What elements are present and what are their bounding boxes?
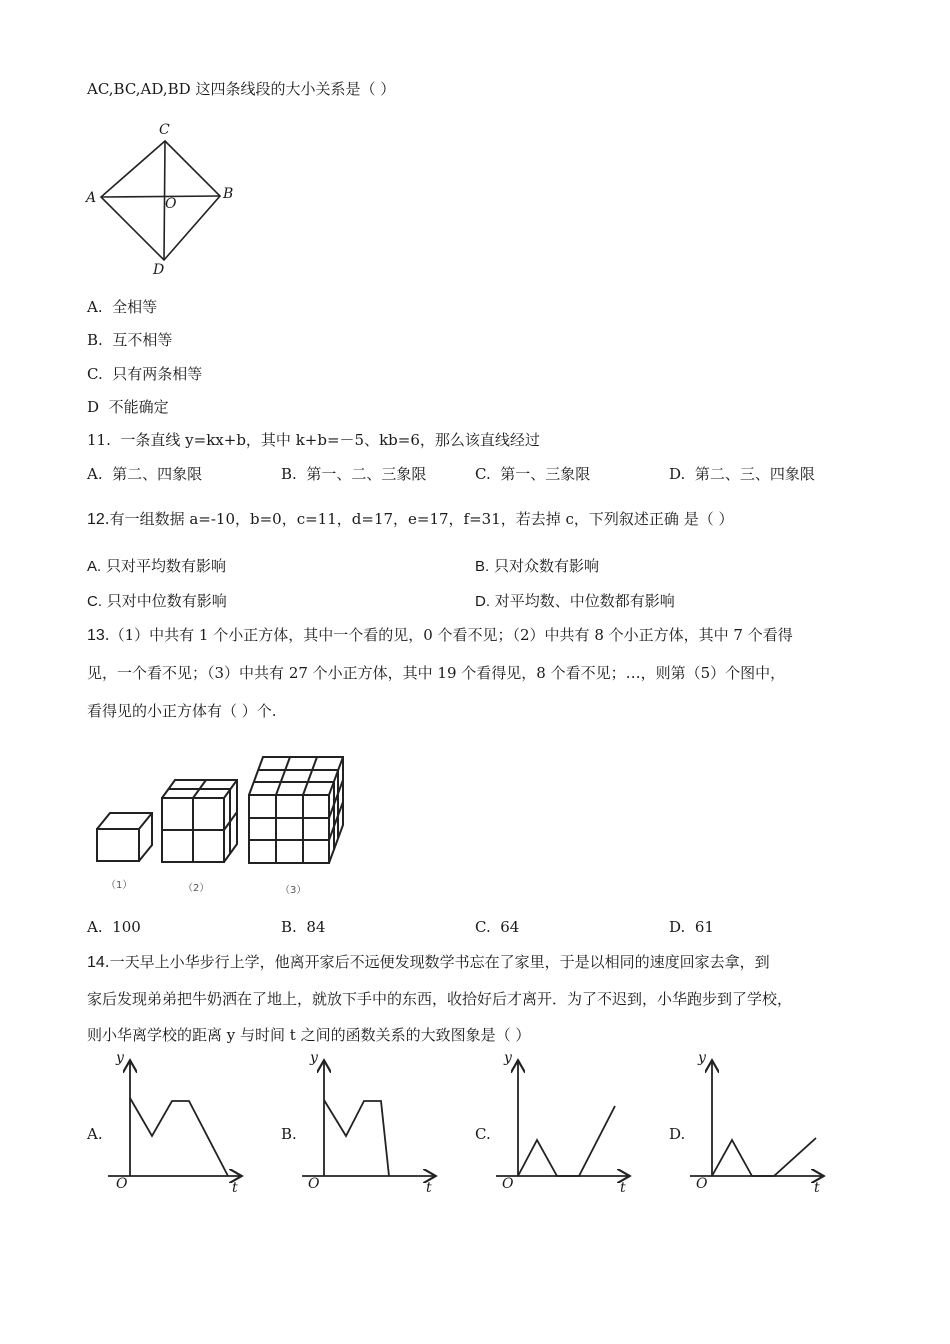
q13-line1: 13.（1）中共有 1 个小正方体，其中一个看的见，0 个看不见；（2）中共有 8 个小正方体，其中 7 个看得	[87, 626, 793, 644]
graph-a-t-label: t	[232, 1180, 238, 1196]
q14-line1: 14.一天早上小华步行上学，他离开家后不远便发现数学书忘在了家里，于是以相同的速度回家去拿，到	[87, 953, 770, 971]
graph-b-letter: B.	[281, 1125, 297, 1143]
q14-line3: 则小华离学校的距离 y 与时间 t 之间的函数关系的大致图象是（ ）	[87, 1026, 531, 1044]
graph-d-t-label: t	[814, 1180, 820, 1196]
q13-option-c: C. 64	[475, 918, 520, 936]
q11-option-c: C. 第一、三象限	[475, 465, 591, 483]
graph-a	[108, 1062, 240, 1176]
label-c: C	[159, 122, 170, 138]
q14-line2: 家后发现弟弟把牛奶洒在了地上，就放下手中的东西，收拾好后才离开．为了不迟到，小华跑步到了学校，	[87, 990, 793, 1008]
graph-b-y-label: y	[310, 1050, 318, 1066]
q10-option-b: B. 互不相等	[87, 331, 173, 349]
q11-option-b: B. 第一、二、三象限	[281, 465, 427, 483]
q11-stem: 11. 一条直线 y=kx+b，其中 k+b=－5、kb=6，那么该直线经过	[87, 431, 540, 449]
graph-b-line	[324, 1100, 389, 1176]
q13-option-b: B. 84	[281, 918, 326, 936]
q11-option-d: D. 第二、三、四象限	[669, 465, 815, 483]
graph-b-t-label: t	[426, 1180, 432, 1196]
q13-option-d: D. 61	[669, 918, 714, 936]
label-o: O	[165, 196, 177, 212]
graph-a-letter: A.	[87, 1125, 103, 1143]
graph-d	[690, 1062, 822, 1176]
q13-option-a: A. 100	[87, 918, 141, 936]
label-a: A	[86, 190, 97, 206]
graph-c	[496, 1062, 628, 1176]
cube-caption-3: （3）	[280, 885, 307, 896]
graph-d-line	[712, 1138, 816, 1176]
graph-c-y-label: y	[504, 1050, 512, 1066]
graph-c-line	[518, 1106, 615, 1176]
graph-c-letter: C.	[475, 1125, 491, 1143]
cube-caption-1: （1）	[106, 880, 133, 891]
q10-option-a: A. 全相等	[87, 298, 158, 316]
graph-b-origin: O	[308, 1176, 320, 1192]
label-d: D	[153, 262, 165, 278]
label-b: B	[223, 186, 234, 202]
q12-option-a: A. 只对平均数有影响	[87, 557, 226, 575]
graph-d-origin: O	[696, 1176, 708, 1192]
graph-c-t-label: t	[620, 1180, 626, 1196]
graph-a-origin: O	[116, 1176, 128, 1192]
graph-a-line	[130, 1098, 228, 1176]
graph-d-y-label: y	[698, 1050, 706, 1066]
q12-stem: 12.有一组数据 a=-10，b=0，c=11，d=17，e=17，f=31，若去掉 c，下列叙述正确 是（ ）	[87, 510, 734, 528]
q12-option-c: C. 只对中位数有影响	[87, 592, 227, 610]
q13-line3: 看得见的小正方体有（ ）个.	[87, 702, 277, 720]
q10-option-c: C. 只有两条相等	[87, 365, 203, 383]
q12-option-b: B. 只对众数有影响	[475, 557, 599, 575]
graph-a-y-label: y	[116, 1050, 124, 1066]
q10-stem: AC,BC,AD,BD 这四条线段的大小关系是（ ）	[87, 80, 396, 98]
q11-option-a: A. 第二、四象限	[87, 465, 203, 483]
graph-c-origin: O	[502, 1176, 514, 1192]
graph-b	[302, 1062, 434, 1176]
graph-d-letter: D.	[669, 1125, 686, 1143]
q12-option-d: D. 对平均数、中位数都有影响	[475, 592, 675, 610]
q10-option-d: D 不能确定	[87, 398, 169, 416]
cube-caption-2: （2）	[183, 883, 210, 894]
q13-line2: 见，一个看不见；（3）中共有 27 个小正方体，其中 19 个看得见，8 个看不见；…，则第（5）个图中，	[87, 664, 786, 682]
